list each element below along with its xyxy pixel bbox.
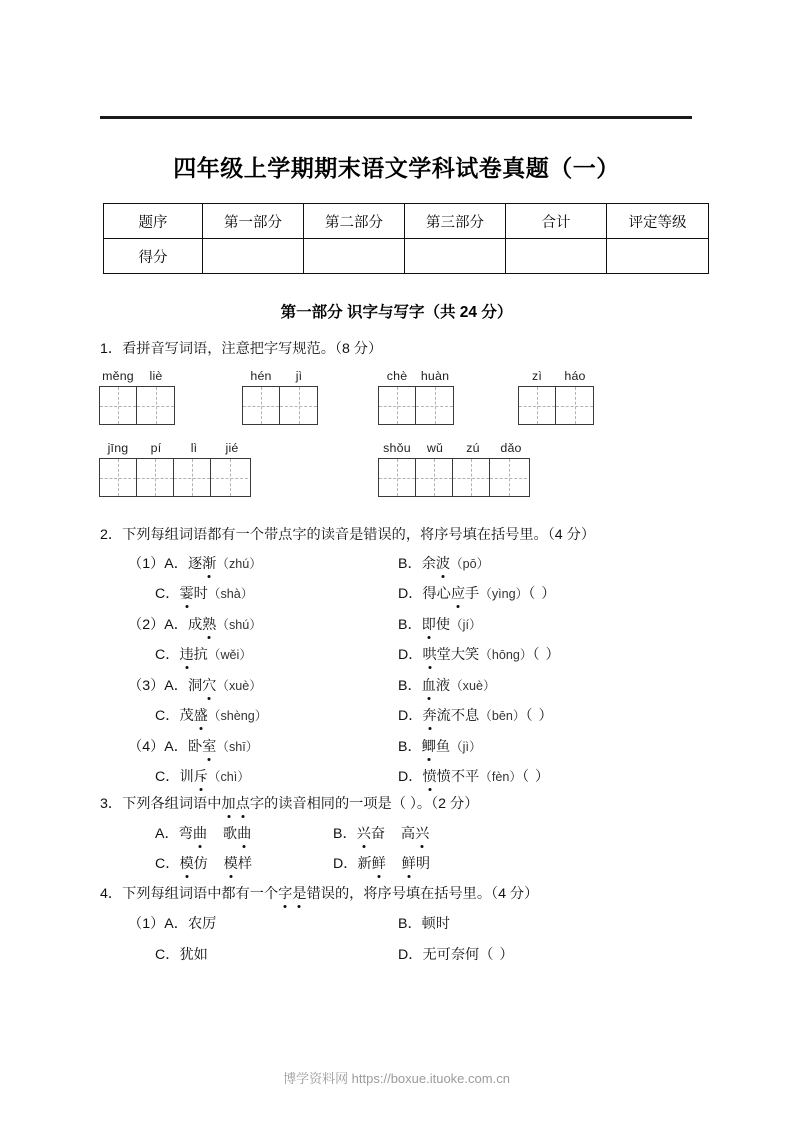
dotted-char: 违: [179, 644, 193, 664]
option-pinyin: （yìng）: [479, 587, 529, 601]
dotted-char: 波: [436, 553, 450, 573]
question-2-3-option-c[interactable]: C．茂盛（shèng）: [155, 705, 267, 725]
pinyin-grid-group-2: [242, 369, 318, 425]
table-row-header: [104, 204, 709, 239]
score-entry-cell[interactable]: [203, 239, 304, 274]
pinyin-syllable: shǒu: [383, 441, 411, 455]
table-row-score: [104, 239, 709, 274]
dotted-char: 穴: [202, 675, 216, 695]
question-3-stem: [100, 793, 478, 813]
option-word2-pre: 歌: [222, 826, 238, 842]
option-letter: D: [398, 769, 409, 785]
question-4-1-option-c[interactable]: C．犹如: [155, 947, 208, 963]
dotted-char: 哄: [422, 644, 436, 664]
pinyin-syllable: lì: [190, 441, 198, 455]
writing-grid[interactable]: [99, 386, 175, 425]
writing-cell[interactable]: [137, 387, 174, 424]
score-header-cell: 评定等级: [607, 204, 709, 239]
option-pinyin: （jì）: [450, 740, 482, 754]
option-text-pre: 逐: [187, 556, 203, 572]
pinyin-syllable: dǎo: [500, 441, 522, 455]
score-entry-cell[interactable]: [304, 239, 405, 274]
score-entry-cell[interactable]: [607, 239, 709, 274]
question-2-3-option-d[interactable]: D．奔流不息（bēn）（ ）: [398, 705, 554, 725]
option-pinyin: （xuè）: [216, 679, 262, 693]
option-pinyin: （zhú）: [216, 557, 262, 571]
dotted-char: 盛: [194, 705, 208, 725]
pinyin-syllable: hén: [250, 369, 272, 383]
dotted-char: 加: [221, 793, 235, 813]
option-letter: A: [164, 617, 174, 633]
option-letter: B: [333, 826, 343, 842]
option-text-post: 流不息: [436, 708, 480, 724]
item-number: （2）: [128, 617, 165, 633]
pinyin-syllable: pí: [150, 441, 162, 455]
pinyin-syllable: chè: [386, 369, 408, 383]
question-2-2-option-a[interactable]: （2）A．成熟（shú）: [128, 614, 262, 634]
option-text-post: 鱼: [435, 739, 451, 755]
option-letter: B: [398, 617, 408, 633]
pinyin-grid-group-6: [378, 441, 530, 497]
option-text-post: 手: [465, 586, 480, 602]
option-text: 犹如: [179, 947, 208, 963]
question-1-stem: 1．看拼音写词语，注意把字写规范。（8 分）: [100, 341, 383, 357]
option-letter: C: [155, 769, 166, 785]
score-header-cell: 合计: [506, 204, 607, 239]
question-2-1-option-b[interactable]: B．余波（pō）: [398, 553, 489, 573]
option-text-pre: 训: [179, 769, 194, 785]
option-letter: D: [398, 708, 409, 724]
question-2-4-option-c[interactable]: C．训斥（chì）: [155, 766, 250, 786]
writing-cell[interactable]: [211, 459, 248, 496]
stem-text-pre: 4．下列每组词语中都有一个: [100, 886, 279, 902]
dotted-char: 兴: [415, 823, 429, 843]
footer-watermark: 博学资料网 https://boxue.ituoke.com.cn: [283, 1071, 510, 1086]
dotted-char: 熟: [202, 614, 216, 634]
writing-grid[interactable]: [242, 386, 318, 425]
dotted-char: 点: [236, 793, 250, 813]
dotted-char: 是: [292, 883, 306, 903]
question-2-4-option-d[interactable]: D．愤愤不平（fèn）（ ）: [398, 766, 550, 786]
option-letter: C: [155, 647, 166, 663]
option-pinyin: （xuè）: [450, 679, 496, 693]
pinyin-labels: [99, 369, 175, 383]
score-label-cell: 得分: [104, 239, 203, 274]
item-number: （4）: [128, 739, 165, 755]
answer-blank[interactable]: （ ）: [528, 586, 557, 602]
dotted-char: 愤: [422, 766, 436, 786]
writing-cell[interactable]: [280, 387, 317, 424]
pinyin-labels: [378, 441, 530, 455]
dotted-char: 曲: [237, 823, 251, 843]
pinyin-grid-group-5: [99, 441, 251, 497]
option-text-post: 时: [193, 586, 208, 602]
dotted-char: 即: [422, 614, 436, 634]
writing-grid[interactable]: [518, 386, 594, 425]
option-text-post: 愤不平: [436, 769, 480, 785]
pinyin-syllable: jié: [225, 441, 239, 455]
stem-text-pre: 3．下列各组词语中: [100, 796, 222, 812]
option-pinyin: （hōng）: [479, 648, 533, 662]
answer-blank[interactable]: （ ）: [532, 647, 561, 663]
dotted-char: 模: [224, 853, 238, 873]
question-2-1-option-a[interactable]: （1）A．逐渐（zhú）: [128, 553, 262, 573]
pinyin-grid-group-4: [518, 369, 594, 425]
option-word1-post: 奋: [370, 826, 386, 842]
question-2-1-option-d[interactable]: D．得心应手（yìng）（ ）: [398, 583, 556, 603]
score-header-cell: 第二部分: [304, 204, 405, 239]
writing-cell[interactable]: [174, 459, 211, 496]
option-letter: C: [155, 856, 166, 872]
option-text-pre: 得心: [422, 586, 451, 602]
option-word2-pre: 高: [400, 826, 416, 842]
option-text-post: 堂大笑: [436, 647, 480, 663]
score-header-cell: 第三部分: [405, 204, 506, 239]
item-number: （1）: [128, 556, 165, 572]
writing-cell[interactable]: [416, 459, 453, 496]
option-text: 无可奈何: [422, 947, 480, 963]
dotted-char: 字: [278, 883, 292, 903]
writing-grid[interactable]: [378, 458, 530, 497]
pinyin-grid-group-3: [378, 369, 454, 425]
option-letter: A: [164, 678, 174, 694]
question-2-4-option-a[interactable]: （4）A．卧室（shī）: [128, 736, 258, 756]
dotted-char: 曲: [193, 823, 207, 843]
option-text-post: 使: [435, 617, 451, 633]
option-text-post: 液: [435, 678, 451, 694]
option-text-post: 抗: [193, 647, 208, 663]
option-pinyin: （bēn）: [479, 709, 526, 723]
option-letter: D: [333, 856, 344, 872]
writing-cell[interactable]: [379, 387, 416, 424]
dotted-char: 兴: [357, 823, 371, 843]
question-2-2-option-d[interactable]: D．哄堂大笑（hōng）（ ）: [398, 644, 561, 664]
question-3-option-a[interactable]: A．弯曲 歌曲: [155, 823, 251, 843]
writing-cell[interactable]: [379, 459, 416, 496]
question-4-1-option-d[interactable]: D．无可奈何（ ）: [398, 947, 515, 963]
dotted-char: 鲫: [422, 736, 436, 756]
option-letter: D: [398, 947, 409, 963]
question-2-4-option-b[interactable]: B．鲫鱼（jì）: [398, 736, 482, 756]
question-3-option-b[interactable]: B．兴奋 高兴: [333, 823, 429, 843]
writing-cell[interactable]: [490, 459, 527, 496]
option-text: 顿时: [421, 916, 451, 932]
option-text-pre: 茂: [179, 708, 194, 724]
option-letter: C: [155, 586, 166, 602]
option-pinyin: （shú）: [216, 618, 262, 632]
pinyin-grid-group-1: [99, 369, 175, 425]
pinyin-syllable: měng: [102, 369, 134, 383]
pinyin-syllable: jīng: [107, 441, 129, 455]
score-header-cell: 题序: [104, 204, 203, 239]
question-2-stem: 2．下列每组词语都有一个带点字的读音是错误的，将序号填在括号里。（4 分）: [100, 527, 596, 543]
answer-blank[interactable]: （ ）: [521, 769, 551, 785]
writing-cell[interactable]: [453, 459, 490, 496]
writing-cell[interactable]: [137, 459, 174, 496]
item-number: （1）: [128, 916, 165, 932]
option-letter: D: [398, 586, 409, 602]
option-pinyin: （shèng）: [207, 709, 268, 723]
pinyin-syllable: wǔ: [426, 441, 444, 455]
question-3-option-c[interactable]: C．模仿 模样: [155, 853, 252, 873]
score-table: [103, 203, 709, 274]
option-text-pre: 成: [187, 617, 203, 633]
option-text-pre: 余: [421, 556, 436, 572]
option-letter: C: [155, 947, 166, 963]
option-text-pre: 卧: [187, 739, 203, 755]
section-heading-part1: 第一部分 识字与写字（共 24 分）: [280, 304, 513, 321]
dotted-char: 斥: [194, 766, 208, 786]
dotted-char: 渐: [202, 553, 216, 573]
pinyin-labels: [99, 441, 251, 455]
option-letter: C: [155, 708, 166, 724]
stem-text-post: 字的读音相同的一项是（ ）。（2 分）: [249, 796, 479, 812]
question-2-2-option-b[interactable]: B．即使（jí）: [398, 614, 482, 634]
question-4-stem: [100, 883, 538, 903]
score-entry-cell[interactable]: [506, 239, 607, 274]
option-word1-pre: 弯: [178, 826, 193, 842]
writing-cell[interactable]: [243, 387, 280, 424]
option-pinyin: （fèn）: [479, 770, 522, 784]
pinyin-syllable: huàn: [420, 369, 450, 383]
dotted-char: 鲜: [372, 853, 386, 873]
option-letter: A: [164, 556, 174, 572]
option-pinyin: （jí）: [450, 618, 482, 632]
option-word2-post: 明: [415, 856, 431, 872]
writing-cell[interactable]: [519, 387, 556, 424]
dotted-char: 应: [451, 583, 465, 603]
option-letter: A: [164, 916, 174, 932]
writing-cell[interactable]: [556, 387, 593, 424]
score-entry-cell[interactable]: [405, 239, 506, 274]
header-rule: [100, 116, 692, 119]
option-letter: D: [398, 647, 409, 663]
page-title: 四年级上学期期末语文学科试卷真题（一）: [173, 155, 620, 181]
pinyin-syllable: zì: [531, 369, 543, 383]
writing-cell[interactable]: [100, 387, 137, 424]
dotted-char: 室: [202, 736, 216, 756]
question-4-1-option-a[interactable]: （1）A．农厉: [128, 916, 217, 932]
option-word2-post: 样: [237, 856, 253, 872]
option-letter: A: [155, 826, 165, 842]
option-word1-post: 仿: [193, 856, 208, 872]
option-pinyin: （shī）: [216, 740, 259, 754]
option-letter: B: [398, 916, 408, 932]
pinyin-labels: [242, 369, 318, 383]
pinyin-syllable: jì: [295, 369, 303, 383]
option-letter: B: [398, 739, 408, 755]
pinyin-syllable: liè: [149, 369, 163, 383]
writing-grid[interactable]: [99, 458, 251, 497]
stem-text-post: 错误的，将序号填在括号里。（4 分）: [306, 886, 539, 902]
option-pinyin: （shà）: [207, 587, 254, 601]
option-pinyin: （pō）: [450, 557, 490, 571]
question-2-1-option-c[interactable]: C．霎时（shà）: [155, 583, 253, 603]
answer-blank[interactable]: （ ）: [525, 708, 554, 724]
pinyin-labels: [518, 369, 594, 383]
question-4-1-option-b[interactable]: B．顿时: [398, 916, 451, 932]
item-number: （3）: [128, 678, 165, 694]
question-2-3-option-a[interactable]: （3）A．洞穴（xuè）: [128, 675, 262, 695]
question-2-2-option-c[interactable]: C．违抗（wěi）: [155, 644, 252, 664]
option-letter: B: [398, 678, 408, 694]
dotted-char: 模: [179, 853, 193, 873]
option-letter: A: [164, 739, 174, 755]
option-letter: B: [398, 556, 408, 572]
pinyin-syllable: háo: [564, 369, 586, 383]
question-3-option-d[interactable]: D．新鲜 鲜明: [333, 853, 430, 873]
writing-grid[interactable]: [378, 386, 454, 425]
pinyin-labels: [378, 369, 454, 383]
dotted-char: 鲜: [402, 853, 416, 873]
dotted-char: 血: [422, 675, 436, 695]
writing-cell[interactable]: [416, 387, 453, 424]
option-text: 农厉: [187, 916, 217, 932]
writing-cell[interactable]: [100, 459, 137, 496]
option-text-pre: 洞: [187, 678, 203, 694]
question-2-3-option-b[interactable]: B．血液（xuè）: [398, 675, 496, 695]
dotted-char: 奔: [422, 705, 436, 725]
option-pinyin: （wěi）: [207, 648, 252, 662]
option-word1-pre: 新: [357, 856, 372, 872]
score-header-cell: 第一部分: [203, 204, 304, 239]
pinyin-syllable: zú: [466, 441, 480, 455]
answer-blank[interactable]: （ ）: [479, 947, 515, 963]
option-pinyin: （chì）: [207, 770, 250, 784]
dotted-char: 霎: [179, 583, 193, 603]
